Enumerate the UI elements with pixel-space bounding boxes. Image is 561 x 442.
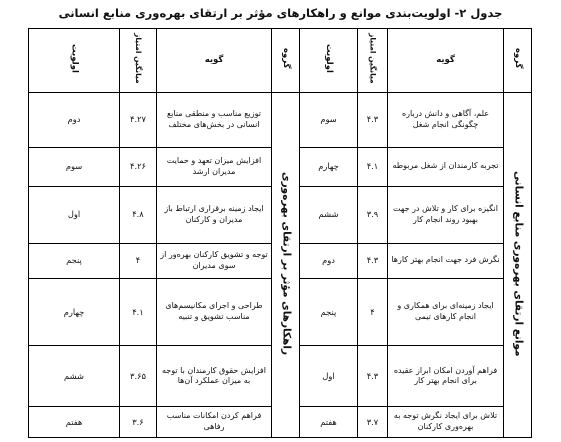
right-mean: ۳.۹ bbox=[358, 186, 388, 243]
left-mean: ۴.۲۶ bbox=[120, 147, 157, 186]
left-priority: سوم bbox=[29, 147, 120, 186]
left-item: فراهم کردن امکانات مناسب رفاهی bbox=[157, 407, 272, 438]
right-item: انگیزه برای کار و تلاش در جهت بهبود روند انجام کار bbox=[388, 186, 504, 243]
right-mean: ۳.۷ bbox=[358, 407, 388, 438]
right-mean: ۴.۳ bbox=[358, 243, 388, 278]
right-priority: سوم bbox=[300, 93, 358, 148]
right-priority: اول bbox=[300, 346, 358, 407]
header-item-right: گویه bbox=[388, 29, 504, 93]
left-mean: ۴ bbox=[120, 243, 157, 278]
left-priority: چهارم bbox=[29, 278, 120, 346]
table-row bbox=[29, 93, 532, 148]
right-mean: ۴.۱ bbox=[358, 147, 388, 186]
header-row bbox=[29, 29, 532, 93]
left-mean: ۳.۶ bbox=[120, 407, 157, 438]
right-item: فراهم آوردن امکان ابراز عقیده برای انجام بهتر کار bbox=[388, 346, 504, 407]
left-item: طراحی و اجرای مکانیسم‌های مناسب تشویق و تنبیه bbox=[157, 278, 272, 346]
left-item: توجه و تشویق کارکنان بهره‌ور از سوی مدیران bbox=[157, 243, 272, 278]
left-item: افزایش میزان تعهد و حمایت مدیران ارشد bbox=[157, 147, 272, 186]
right-item: تجربه کارمندان از شغل مربوطه bbox=[388, 147, 504, 186]
right-priority: دوم bbox=[300, 243, 358, 278]
table-caption: جدول ۲- اولویت‌بندی موانع و راهکارهای مؤثر بر ارتقای بهره‌وری منابع انسانی bbox=[58, 6, 503, 20]
left-priority: اول bbox=[29, 186, 120, 243]
left-item: ایجاد زمینه برقراری ارتباط باز مدیران و کارکنان bbox=[157, 186, 272, 243]
right-item: نگرش فرد جهت انجام بهتر کارها bbox=[388, 243, 504, 278]
left-priority: دوم bbox=[29, 93, 120, 148]
right-priority: هفتم bbox=[300, 407, 358, 438]
header-mean-left: میانگین امتیاز bbox=[120, 29, 157, 93]
group-label-solutions: راهکارهای مؤثر بر ارتقای بهره‌وری bbox=[272, 93, 300, 438]
left-mean: ۴.۲۷ bbox=[120, 93, 157, 148]
right-priority: پنجم bbox=[300, 278, 358, 346]
left-mean: ۳.۶۵ bbox=[120, 346, 157, 407]
left-priority: ششم bbox=[29, 346, 120, 407]
header-item-left: گویه bbox=[157, 29, 272, 93]
left-mean: ۴.۱ bbox=[120, 278, 157, 346]
left-mean: ۴.۸ bbox=[120, 186, 157, 243]
left-priority: پنجم bbox=[29, 243, 120, 278]
header-mean-right: میانگین امتیاز bbox=[358, 29, 388, 93]
header-group-left: گروه bbox=[272, 29, 300, 93]
right-mean: ۴.۳ bbox=[358, 93, 388, 148]
right-mean: ۴.۳ bbox=[358, 346, 388, 407]
group-label-barriers: موانع ارتقای بهره‌وری منابع انسانی bbox=[504, 93, 532, 438]
right-item: علم، آگاهی و دانش درباره چگونگی انجام شغل bbox=[388, 93, 504, 148]
header-priority-left: اولویت bbox=[29, 29, 120, 93]
header-group-right: گروه bbox=[504, 29, 532, 93]
left-priority: هفتم bbox=[29, 407, 120, 438]
left-item: توزیع مناسب و منطقی منابع انسانی در بخش‌های مختلف bbox=[157, 93, 272, 148]
right-priority: ششم bbox=[300, 186, 358, 243]
right-priority: چهارم bbox=[300, 147, 358, 186]
right-item: ایجاد زمینه‌ای برای همکاری و انجام کارهای تیمی bbox=[388, 278, 504, 346]
header-priority-right: اولویت bbox=[300, 29, 358, 93]
priority-table bbox=[28, 28, 532, 438]
right-item: تلاش برای ایجاد نگرش توجه به بهره‌وری کارکنان bbox=[388, 407, 504, 438]
right-mean: ۴ bbox=[358, 278, 388, 346]
left-item: افزایش حقوق کارمندان با توجه به میزان عملکرد آن‌ها bbox=[157, 346, 272, 407]
